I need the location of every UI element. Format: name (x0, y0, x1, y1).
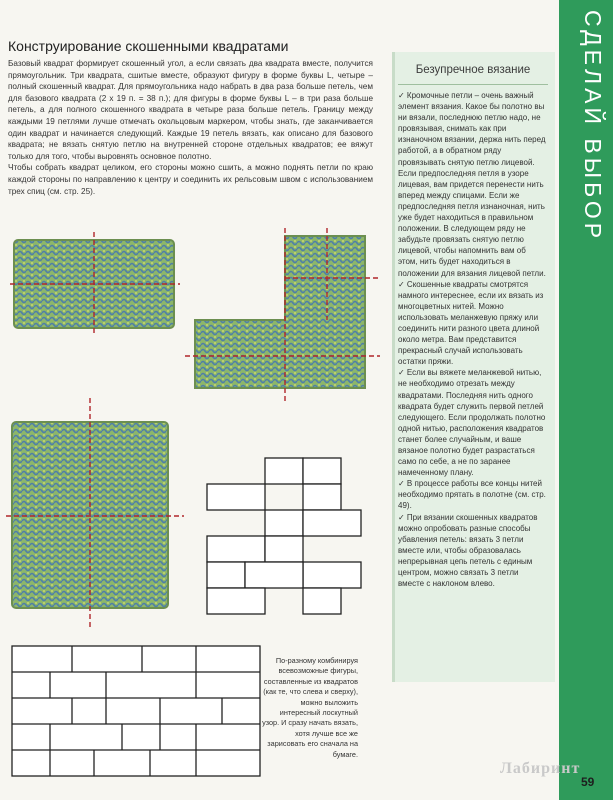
knit-l-shape-swatch (185, 228, 385, 408)
knit-rectangle-swatch (10, 232, 180, 337)
sidebar-paragraph: ✓ Кромочные петли – очень важный элемент вязания. Какое бы полотно вы ни вязали, последнюю петлю надо, не провязывая, снимать как при изнаночном вязании, держа нить перед работой, а в обратном ряду провязывать снятую петлю лицевой. Если предпоследняя петля в узоре лицевая, вам придется перенести нить вперед между спицами. Если же предпоследняя петля изнаночная, нить уже будет находиться в правильном положении. В следующем ряду не забудьте провязать снятую петлю лицевой, чтобы напомнить вам об этом, нить будет находиться в положении для вязания лицевой петли. (398, 91, 546, 278)
sidebar-title: Безупречное вязание (415, 64, 531, 76)
sidebar-paragraph: ✓ При вязании скошенных квадратов можно опробовать разные способы убавления петель: вязать 3 петли вместе или, чтобы образовалась непрерывная цепь петель с единым центром, можно связать 3 петли вместе с наклоном влево. (398, 512, 538, 589)
sidebar-paragraph: ✓ Скошенные квадраты смотрятся намного интереснее, если их вязать из многоцветных нитей. Можно использовать меланжевую пряжу или соединить нити разного цвета длиной около метра. Вам представится прекрасный случай использовать остатки пряжи. (398, 279, 544, 367)
page-number: 59 (581, 775, 595, 789)
main-paragraph: Чтобы собрать квадрат целиком, его стороны можно сшить, а можно поднять петли по краю каждой стороны по направлению к центру и соединить их рельсовым швом с использованием трех спиц (см. стр. 25). (8, 163, 373, 196)
main-body (8, 58, 373, 197)
page-title: Конструирование скошенными квадратами (8, 38, 289, 54)
diagram-caption: По-разному комбинируя всевозможные фигуры, составленные из квадратов (как те, что слева и сверху), можно выложить интересный лоскутный узор. И сразу начать вязать, хотя лучше все же зарисовать его сначала на бумаге. (262, 656, 358, 759)
sidebar-paragraph: ✓ Если вы вяжете меланжевой нитью, не необходимо отрезать между квадратами. Последняя нить одного квадрата будет служить первой петлей следующего. Если продолжать полотно одной нитью, расположения квадратов станет более случайным, и ваше вязаное полотно будет разрастаться само по себе, а не по заранее намеченному плану. (398, 368, 546, 478)
knit-full-square-swatch (6, 398, 186, 630)
sidebar-body (398, 90, 546, 589)
patchwork-grid-diagram (10, 644, 262, 778)
main-paragraph: Базовый квадрат формирует скошенный угол, а если связать два квадрата вместе, получится прямоугольник. Три квадрата, сшитые вместе, образуют фигуру в форме буквы L, четыре – полный скошенный квадрат. Для прямоугольника надо набрать в два раза больше петель, чем для базового квадрата (2 х 19 п. = 38 п.); для фигуры в форме буквы L – в три раза больше петель, а для полного скошенного квадрата в четыре раза больше петель. Границу между каждыми 19 петлями лучше отмечать окольцовым маркером, чтобы знать, где заканчивается один квадрат и начинается следующий. Каждые 19 петель вязать, как описано для базового квадрата; не вязать снятую петлю на внутренней стороне отдельных квадратов; ее вяжут только для того, чтобы выровнять основное полотно. (8, 59, 373, 161)
sidebar-paragraph: ✓ В процессе работы все концы нитей необходимо прятать в полотне (см. стр. 49). (398, 479, 546, 511)
patchwork-column-diagram (205, 456, 370, 626)
watermark: Лабиринт (500, 760, 581, 777)
section-label: СДЕЛАЙ ВЫБОР (580, 10, 606, 243)
sidebar-divider (398, 84, 548, 85)
